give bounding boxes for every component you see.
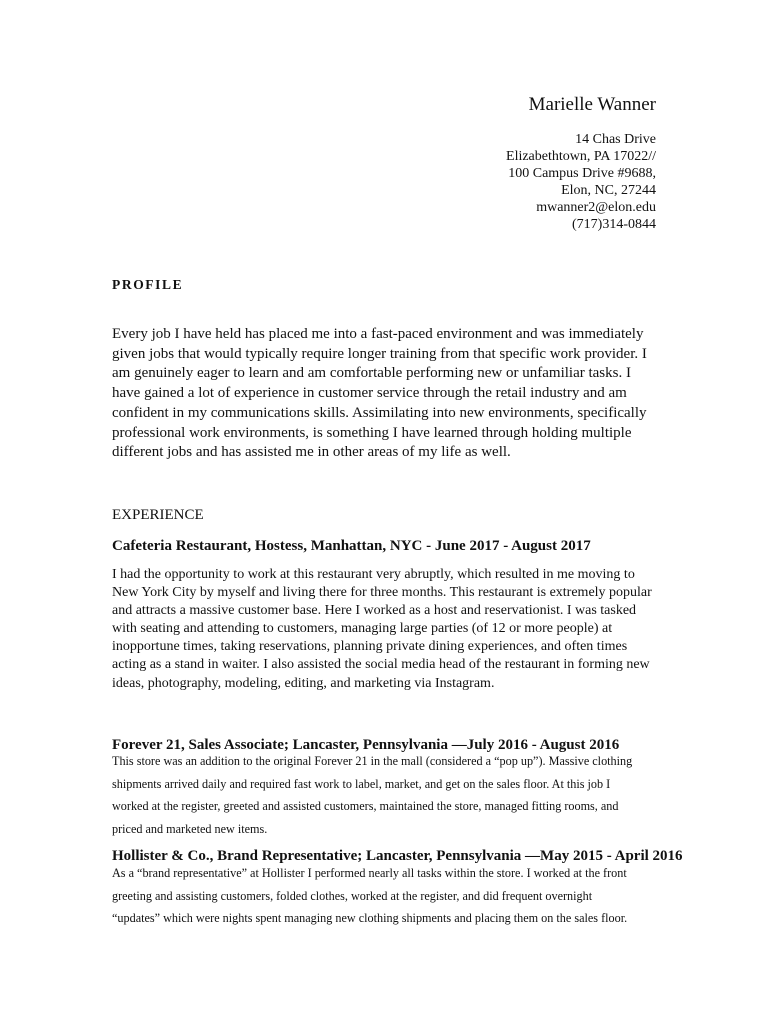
job-title-hollister: Hollister & Co., Brand Representative; Lancaster, Pennsylvania —May 2015 - April 2016 [112,848,683,864]
job-description-line: New York City by myself and living there for three months. This restaurant is extremely popular [112,585,652,601]
job-description-line: I had the opportunity to work at this restaurant very abruptly, which resulted in me moving to [112,567,635,582]
job-description-line: acting as a stand in waiter. I also assisted the social media head of the restaurant in forming new [112,657,650,673]
job-description-line: worked at the register, greeted and assisted customers, maintained the store, managed fitting rooms, and [112,799,619,814]
profile-paragraph [112,325,660,463]
profile-heading: PROFILE [112,277,184,292]
contact-block [506,131,656,233]
job-description-cafeteria [112,566,652,693]
address-line-1: 14 Chas Drive [575,132,656,147]
job-description-forever21 [112,750,632,840]
profile-line: professional work environments, is something I have learned through holding multiple [112,424,632,441]
experience-heading: EXPERIENCE [112,507,204,523]
job-description-line: greeting and assisting customers, folded clothes, worked at the register, and did frequent overnight [112,888,593,903]
profile-line: given jobs that would typically require longer training from that specific work provider. I [112,345,647,362]
profile-line: have gained a lot of experience in customer service through the retail industry and am [112,385,627,402]
job-description-hollister [112,862,627,930]
resume-name: Marielle Wanner [528,94,656,115]
address-line-2: Elizabethtown, PA 17022// [506,149,656,164]
address-line-4: Elon, NC, 27244 [561,183,656,198]
job-description-line: shipments arrived daily and required fast work to label, market, and get on the sales floor. At this job I [112,776,611,791]
job-description-line: with seating and attending to customers, managing large parties (of 12 or more people) at [112,621,613,637]
profile-line: am genuinely eager to learn and am comfortable performing new or unfamiliar tasks. I [112,365,631,382]
job-description-line: inopportune times, taking reservations, planning private dining experiences, and often times [112,639,628,655]
job-description-line: “updates” which were nights spent managing new clothing shipments and placing them on the sales floor. [112,911,628,926]
job-title-forever21: Forever 21, Sales Associate; Lancaster, Pennsylvania —July 2016 - August 2016 [112,737,620,753]
job-description-line: As a “brand representative” at Hollister I performed nearly all tasks within the store. I worked at the front [112,866,627,880]
address-line-3: 100 Campus Drive #9688, [508,166,656,181]
profile-line: Every job I have held has placed me into a fast-paced environment and was immediately [112,326,644,342]
job-description-line: and attracts a massive customer base. Here I worked as a host and reservationist. I was tasked [112,603,637,619]
profile-line: confident in my communications skills. Assimilating into new environments, specifically [112,404,647,421]
job-description-line: ideas, photography, modeling, editing, and marketing via Instagram. [112,675,495,691]
job-description-line: priced and marketed new items. [112,821,268,836]
profile-line: different jobs and has assisted me in other areas of my life as well. [112,444,511,461]
job-title-cafeteria: Cafeteria Restaurant, Hostess, Manhattan, NYC - June 2017 - August 2017 [112,538,591,554]
email-address: mwanner2@elon.edu [536,200,656,215]
job-description-line: This store was an addition to the original Forever 21 in the mall (considered a “pop up”). Massive clothing [112,754,633,768]
phone-number: (717)314-0844 [572,217,656,232]
